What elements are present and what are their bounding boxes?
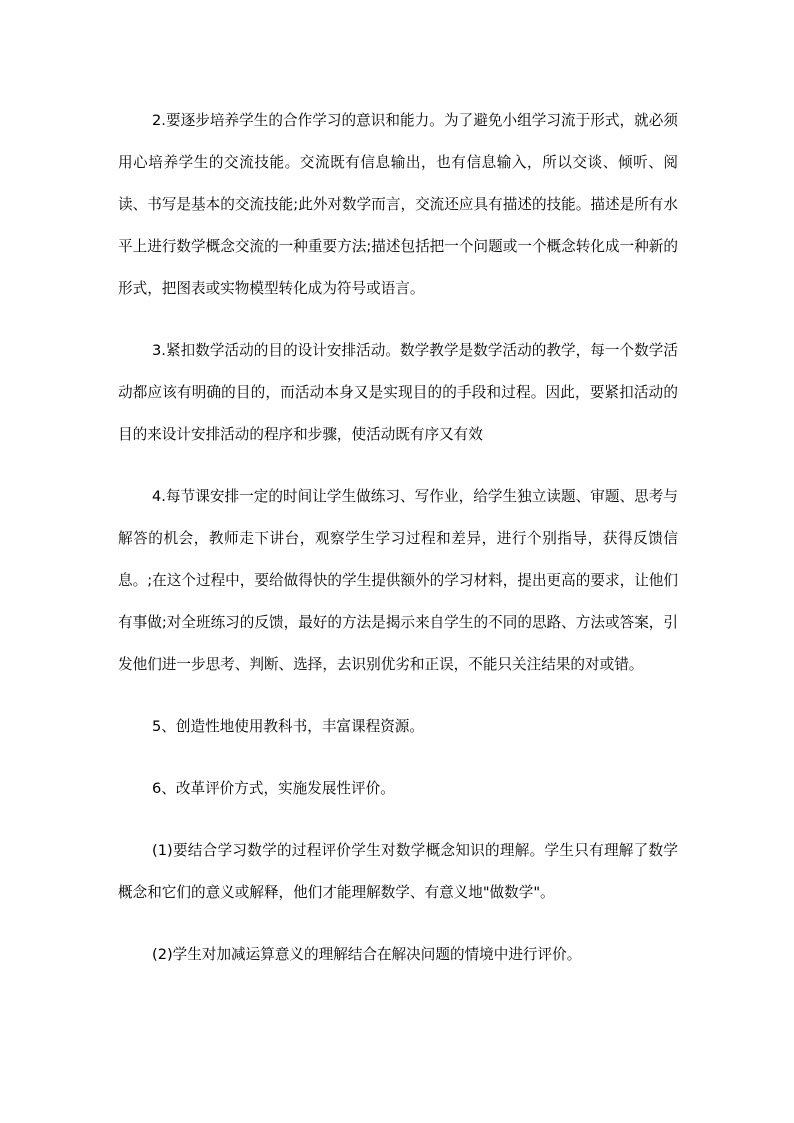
paragraph-cooperative-learning: 2.要逐步培养学生的合作学习的意识和能力。为了避免小组学习流于形式，就必须用心培养学生的交流技能。交流既有信息输出，也有信息输入，所以交谈、倾听、阅读、书写是基本的交流技能;此外对数学而言，交流还应具有描述的技能。描述是所有水平上进行数学概念交流的一种重要方法;描述包括把一个问题或一个概念转化成一种新的形式，把图表或实物模型转化成为符号或语言。	[118, 112, 678, 297]
paragraph-activity-design: 3.紧扣数学活动的目的设计安排活动。数学教学是数学活动的教学，每一个数学活动都应该有明确的目的，而活动本身又是实现目的的手段和过程。因此，要紧扣活动的目的来设计安排活动的程序和步骤，使活动既有序又有效	[118, 342, 678, 443]
document-body	[118, 100, 678, 996]
paragraph-evaluation-reform: 6、改革评价方式，实施发展性评价。	[152, 780, 395, 797]
paragraph-textbook-use: 5、创造性地使用教科书，丰富课程资源。	[152, 718, 424, 735]
paragraph-evaluation-concepts: (1)要结合学习数学的过程评价学生对数学概念知识的理解。学生只有理解了数学概念和它们的意义或解释，他们才能理解数学、有意义地"做数学"。	[118, 842, 678, 901]
paragraph-evaluation-operations: (2)学生对加减运算意义的理解结合在解决问题的情境中进行评价。	[152, 946, 582, 963]
paragraph-practice-time: 4.每节课安排一定的时间让学生做练习、写作业，给学生独立读题、审题、思考与解答的机会，教师走下讲台，观察学生学习过程和差异，进行个别指导，获得反馈信息。;在这个过程中，要给做得快的学生提供额外的学习材料，提出更高的要求，让他们有事做;对全班练习的反馈，最好的方法是揭示来自学生的不同的思路、方法或答案，引发他们进一步思考、判断、选择，去识别优劣和正误，不能只关注结果的对或错。	[118, 488, 678, 673]
